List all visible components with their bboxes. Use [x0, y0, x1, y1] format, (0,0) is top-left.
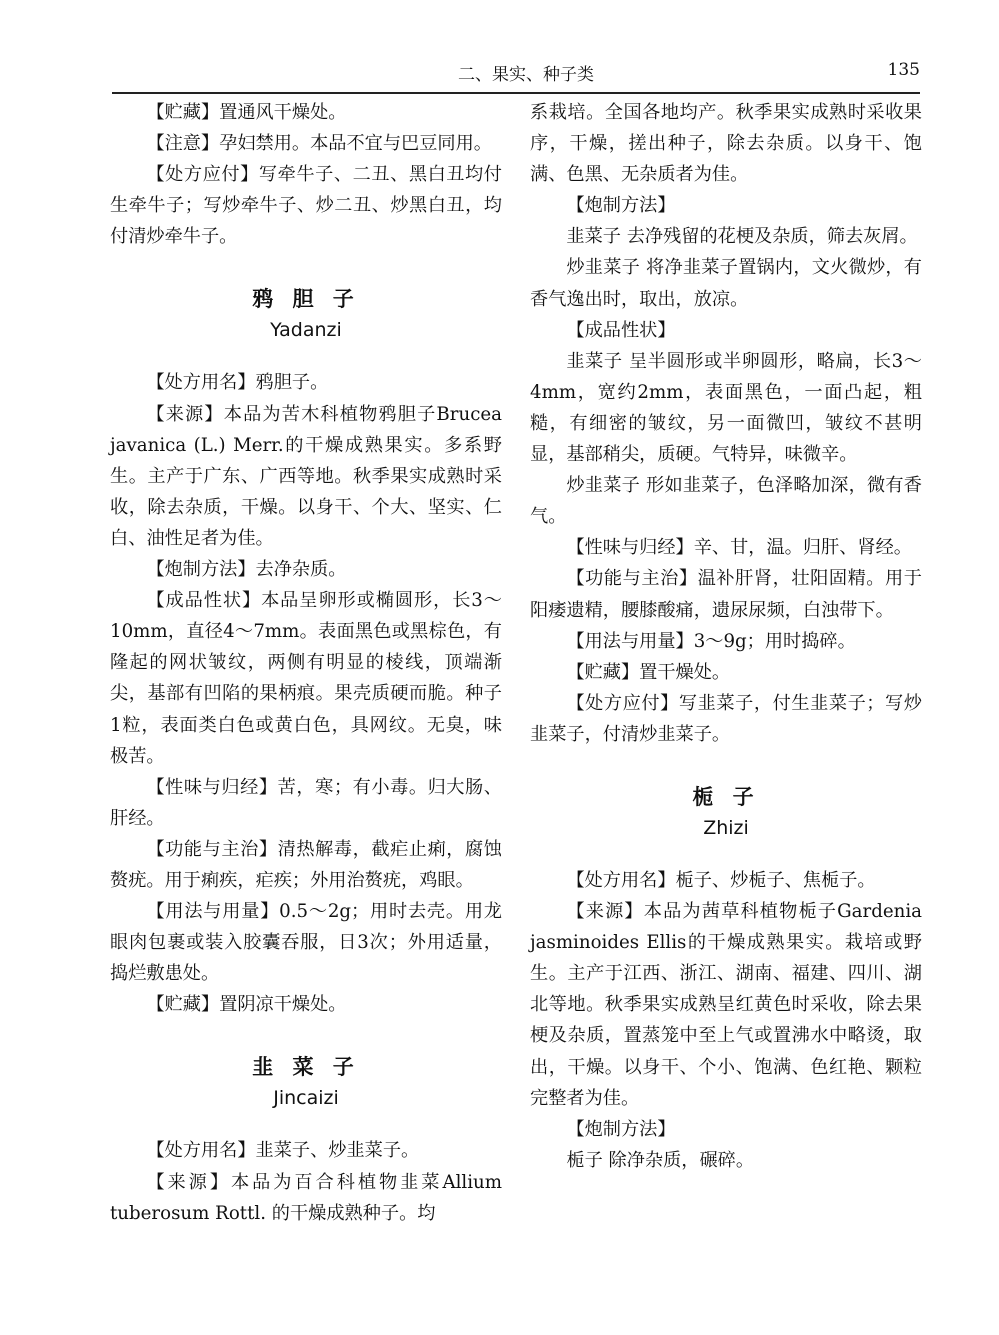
jiucaizi-dosage: 【用法与用量】3～9g；用时捣碎。 — [566, 630, 856, 652]
dispensing-paragraph: 【处方应付】写牵牛子、二丑、黑白丑均付生牵牛子；写炒牵牛子、炒二丑、炒黑白丑，均付清炒牵牛子。 — [110, 164, 502, 248]
storage-paragraph: 【贮藏】置通风干燥处。 — [146, 102, 347, 123]
zhizi-names: 【处方用名】栀子、炒栀子、焦栀子。 — [566, 869, 876, 891]
jiucaizi-nature: 【性味与归经】辛、甘，温。归肝、肾经。 — [566, 537, 912, 559]
yadanzi-names: 【处方用名】鸦胆子。 — [146, 372, 329, 394]
entry-pinyin-yadanzi: Yadanzi — [270, 319, 342, 342]
jiucaizi-storage: 【贮藏】置干燥处。 — [566, 661, 731, 683]
jiucaizi-dispensing: 【处方应付】写韭菜子，付生韭菜子；写炒韭菜子，付清炒韭菜子。 — [530, 692, 922, 745]
right-column — [530, 97, 922, 1176]
yadanzi-storage: 【贮藏】置阴凉干燥处。 — [146, 994, 347, 1016]
yadanzi-nature: 【性味与归经】苦，寒；有小毒。归大肠、肝经。 — [110, 776, 502, 829]
jiucaizi-source: 【来源】本品为百合科植物韭菜Allium tuberosum Rottl. 的干燥成熟种子。均 — [110, 1171, 502, 1224]
page-number: 135 — [887, 60, 920, 80]
jiucaizi-names: 【处方用名】韭菜子、炒韭菜子。 — [146, 1140, 420, 1162]
running-title: 二、果实、种子类 — [458, 65, 594, 85]
yadanzi-processing: 【炮制方法】去净杂质。 — [146, 559, 347, 581]
jiucaizi-characteristics-heading: 【成品性状】 — [566, 319, 676, 341]
header-rule — [112, 92, 920, 94]
entry-title-zhizi: 栀 子 — [692, 784, 760, 809]
zhizi-processing-heading: 【炮制方法】 — [566, 1118, 676, 1140]
jiucaizi-processing-plain: 韭菜子 去净残留的花梗及杂质，筛去灰屑。 — [566, 226, 918, 248]
jiucaizi-processing-fried: 炒韭菜子 将净韭菜子置锅内，文火微炒，有香气逸出时，取出，放凉。 — [530, 257, 922, 310]
yadanzi-characteristics: 【成品性状】本品呈卵形或椭圆形，长3～10mm，直径4～7mm。表面黑色或黑棕色，有隆起的网状皱纹，两侧有明显的棱线，顶端渐尖，基部有凹陷的果柄痕。果壳质硬而脆。种子1粒，表面类白色或黄白色，具网纹。无臭，味极苦。 — [110, 590, 502, 767]
jiucaizi-characteristics-fried: 炒韭菜子 形如韭菜子，色泽略加深，微有香气。 — [530, 475, 922, 528]
entry-pinyin-zhizi: Zhizi — [703, 816, 749, 839]
zhizi-processing: 栀子 除净杂质，碾碎。 — [566, 1149, 755, 1171]
jiucaizi-functions: 【功能与主治】温补肝肾，壮阳固精。用于阳痿遗精，腰膝酸痛，遗尿尿频，白浊带下。 — [530, 568, 922, 621]
entry-title-jiucaizi: 韭 菜 子 — [252, 1055, 360, 1080]
left-column — [110, 97, 502, 1229]
yadanzi-source: 【来源】本品为苦木科植物鸦胆子Brucea javanica (L.) Merr.的干燥成熟果实。多系野生。主产于广东、广西等地。秋季果实成熟时采收，除去杂质，干燥。以身干、个大、坚实、仁白、油性足者为佳。 — [110, 403, 502, 549]
jiucaizi-source-continued: 系栽培。全国各地均产。秋季果实成熟时采收果序，干燥，搓出种子，除去杂质。以身干、饱满、色黑、无杂质者为佳。 — [530, 102, 922, 186]
entry-pinyin-jiucaizi: Jincaizi — [273, 1087, 339, 1110]
caution-paragraph: 【注意】孕妇禁用。本品不宜与巴豆同用。 — [146, 133, 492, 155]
entry-title-yadanzi: 鸦 胆 子 — [252, 287, 360, 312]
zhizi-source: 【来源】本品为茜草科植物栀子Gardenia jasminoides Ellis的干燥成熟果实。栽培或野生。主产于江西、浙江、湖南、福建、四川、湖北等地。秋季果实成熟呈红黄色时采收，除去果梗及杂质，置蒸笼中至上气或置沸水中略烫，取出，干燥。以身干、个小、饱满、色红艳、颗粒完整者为佳。 — [530, 901, 922, 1109]
yadanzi-dosage: 【用法与用量】0.5～2g；用时去壳。用龙眼肉包裹或装入胶囊吞服，日3次；外用适量，捣烂敷患处。 — [110, 901, 502, 985]
jiucaizi-processing-heading: 【炮制方法】 — [566, 195, 676, 217]
jiucaizi-characteristics-plain: 韭菜子 呈半圆形或半卵圆形，略扁，长3～4mm，宽约2mm，表面黑色，一面凸起，粗糙，有细密的皱纹，另一面微凹，皱纹不甚明显，基部稍尖，质硬。气特异，味微辛。 — [530, 350, 922, 466]
page-header — [112, 60, 920, 84]
yadanzi-functions: 【功能与主治】清热解毒，截疟止痢，腐蚀赘疣。用于痢疾，疟疾；外用治赘疣，鸡眼。 — [110, 838, 502, 891]
